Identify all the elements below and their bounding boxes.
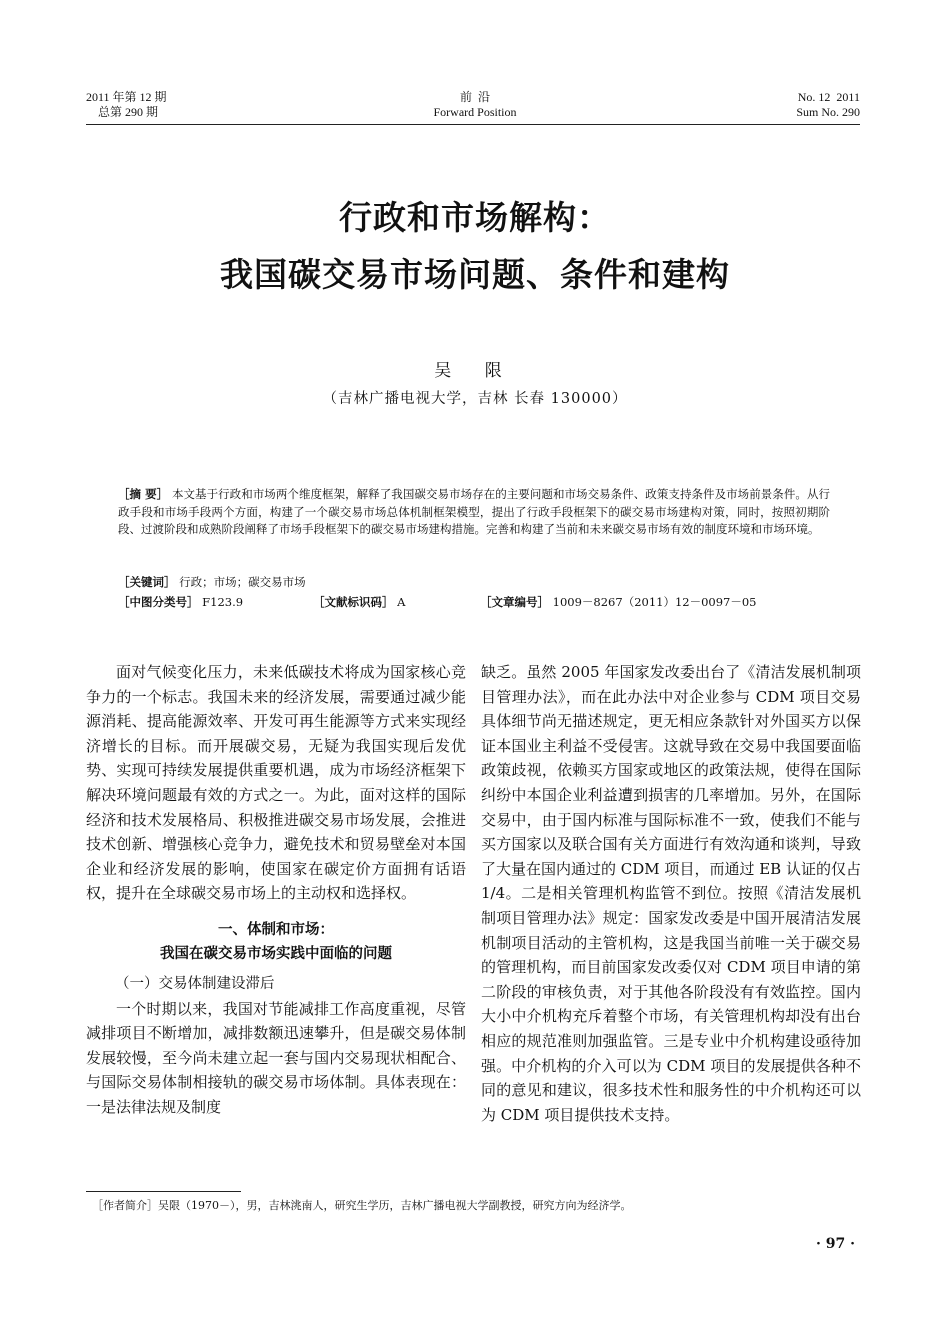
- keywords-label: ［关键词］: [118, 575, 176, 589]
- title-line1: 行政和市场解构：: [339, 198, 611, 237]
- header-number: [796, 90, 860, 120]
- keywords: [118, 574, 306, 591]
- author-affiliation: （吉林广播电视大学，吉林 长春 130000）: [322, 391, 628, 407]
- body-column-right: [481, 660, 861, 1127]
- keywords-text: 行政；市场；碳交易市场: [179, 575, 306, 589]
- clc-label: ［中图分类号］: [118, 595, 199, 609]
- body-column-left: [86, 660, 466, 1120]
- header-number-line1: No. 12 2011: [797, 90, 860, 104]
- title-line2: 我国碳交易市场问题、条件和建构: [220, 255, 730, 294]
- header-journal-cn: 前 沿: [459, 90, 490, 104]
- article-code: [480, 594, 757, 611]
- continued-paragraph: 缺乏。虽然 2005 年国家发改委出台了《清洁发展机制项目管理办法》，而在此办法中对企业参与 CDM 项目交易具体细节尚无描述规定，更无相应条款针对外国买方以保证本国业主利益不受侵害。这就导致在交易中我国要面临政策歧视，依赖买方国家或地区的政策法规，使得在国际纠纷中本国企业利益遭到损害的几率增加。另外，在国际交易中，由于国内标准与国际标准不一致，使我们不能与买方国家以及联合国有关方面进行有效沟通和谈判，导致了大量在国内通过的 CDM 项目，而通过 EB 认证的仅占 1/4。二是相关管理机构监管不到位。按照《清洁发展机制项目管理办法》规定：国家发改委是中国开展清洁发展机制项目活动的主管机构，这是我国当前唯一关于碳交易的管理机构，而目前国家发改委仅对 CDM 项目申请的第二阶段的审核负责，对于其他各阶段没有有效监控。国内大小中介机构充斥着整个市场，有关管理机构却没有出台相应的规范准则加强监管。三是专业中介机构建设亟待加强。中介机构的介入可以为 CDM 项目的发展提供各种不同的意见和建议，很多技术性和服务性的中介机构还可以为 CDM 项目提供技术支持。: [481, 663, 861, 1124]
- abstract: [118, 486, 830, 539]
- article-value: 1009－8267（2011）12－0097－05: [552, 595, 757, 609]
- intro-paragraph: 面对气候变化压力，未来低碳技术将成为国家核心竞争力的一个标志。我国未来的经济发展，需要通过减少能源消耗、提高能源效率、开发可再生能源等方式来实现经济增长的目标。而开展碳交易，无疑为我国实现后发优势、实现可持续发展提供重要机遇，成为市场经济框架下解决环境问题最有效的方式之一。为此，面对这样的国际经济和技术发展格局、积极推进碳交易市场发展，会推进技术创新、增强核心竞争力，避免技术和贸易壁垒对本国企业和经济发展的影响，使国家在碳定价方面拥有话语权，提升在全球碳交易市场上的主动权和选择权。: [86, 663, 466, 903]
- clc-code: [118, 594, 243, 611]
- abstract-text: 本文基于行政和市场两个维度框架，解释了我国碳交易市场存在的主要问题和市场交易条件、政策支持条件及市场前景条件。从行政手段和市场手段两个方面，构建了一个碳交易市场总体机制框架模型，提出了行政手段框架下的碳交易市场建构对策，同时，按照初期阶段、过渡阶段和成熟阶段阐释了市场手段框架下的碳交易市场建构措施。完善和构建了当前和未来碳交易市场有效的制度环境和市场环境。: [118, 487, 830, 536]
- section-heading-1: [86, 918, 466, 966]
- footnote-rule: [86, 1191, 241, 1192]
- doc-value: A: [397, 595, 406, 609]
- section-heading-1-line1: 一、体制和市场：: [218, 920, 334, 938]
- page-number: · 97 ·: [816, 1236, 855, 1252]
- header-rule: [86, 124, 860, 125]
- abstract-label: ［摘 要］: [118, 487, 169, 501]
- section-heading-1-line2: 我国在碳交易市场实践中面临的问题: [160, 944, 392, 962]
- header-issue-line1: 2011 年第 12 期: [86, 90, 167, 104]
- clc-value: F123.9: [202, 595, 244, 609]
- author-footnote: ［作者简介］吴限（1970－），男，吉林洮南人，研究生学历，吉林广播电视大学副教授，研究方向为经济学。: [92, 1199, 632, 1212]
- section1-paragraph: 一个时期以来，我国对节能减排工作高度重视，尽管减排项目不断增加，减排数额迅速攀升，但是碳交易体制发展较慢，至今尚未建立起一套与国内交易现状相配合、与国际交易体制相接轨的碳交易市场体制。具体表现在：一是法律法规及制度: [86, 999, 466, 1116]
- subsection-heading-1: （一）交易体制建设滞后: [115, 975, 275, 992]
- article-label: ［文章编号］: [480, 595, 549, 609]
- author-name: 吴 限: [434, 361, 516, 381]
- header-number-line2: Sum No. 290: [796, 105, 860, 119]
- header-issue-line2: 总第 290 期: [98, 105, 159, 119]
- header-journal-en: Forward Position: [433, 105, 517, 119]
- doc-label: ［文献标识码］: [313, 595, 394, 609]
- doc-code: [313, 594, 405, 611]
